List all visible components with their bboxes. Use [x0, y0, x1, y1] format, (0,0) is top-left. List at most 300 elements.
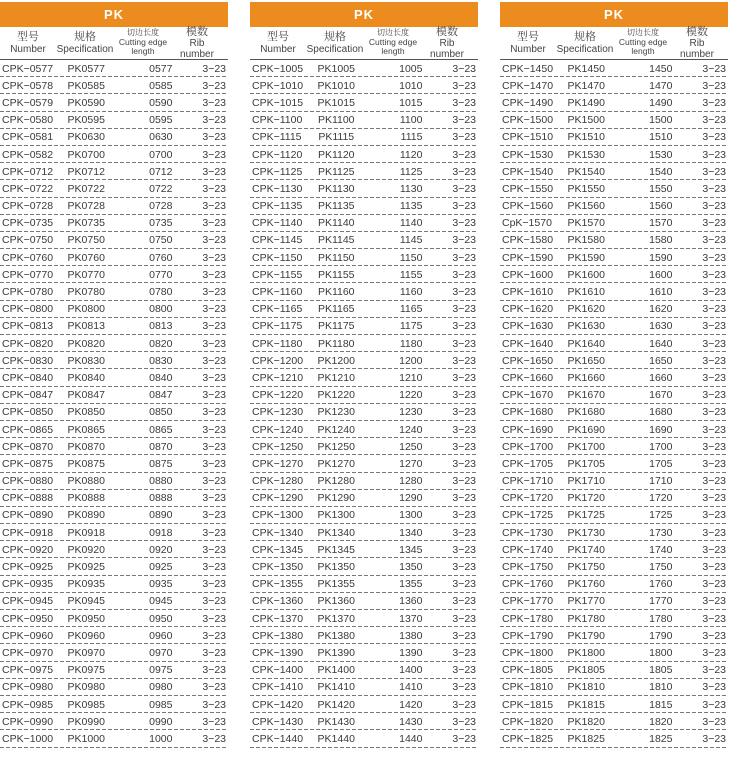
cell-spec: PK0700	[67, 148, 105, 161]
table-row	[250, 696, 478, 713]
cell-edge-length: 1750	[649, 561, 673, 574]
cell-spec: PK1650	[567, 354, 605, 367]
cell-edge-length: 1815	[649, 698, 673, 711]
table-row	[0, 335, 228, 352]
cell-spec: PK1250	[317, 440, 355, 453]
cell-edge-length: 1270	[399, 457, 423, 470]
cell-spec: PK1400	[317, 664, 355, 677]
table-row	[0, 198, 228, 215]
cell-number: CPK−1680	[502, 406, 554, 419]
cell-rib-number: 3−23	[702, 165, 727, 178]
cell-spec: PK1230	[317, 406, 355, 419]
cell-spec: PK0935	[67, 578, 105, 591]
table-row	[0, 558, 228, 575]
cell-rib-number: 3−23	[202, 165, 227, 178]
header-number	[250, 31, 306, 54]
cell-number: CPK−1670	[502, 389, 554, 402]
cell-edge-length: 0630	[149, 131, 173, 144]
cell-edge-length: 1220	[399, 389, 423, 402]
header-spec-en: Specification	[556, 43, 614, 55]
header-number-zh: 型号	[267, 30, 289, 44]
cell-spec: PK1770	[567, 595, 605, 608]
cell-edge-length: 1420	[399, 698, 423, 711]
cell-number: CPK−0888	[2, 492, 54, 505]
cell-spec: PK1510	[567, 131, 605, 144]
cell-edge-length: 1590	[649, 251, 673, 264]
header-rib	[172, 26, 222, 60]
table-row	[0, 713, 228, 730]
cell-number: CPK−0760	[2, 251, 54, 264]
table-row	[500, 404, 728, 421]
cell-spec: PK1450	[567, 62, 605, 75]
table-row	[500, 507, 728, 524]
cell-rib-number: 3−23	[202, 131, 227, 144]
table-row	[0, 249, 228, 266]
cell-spec: PK1370	[317, 612, 355, 625]
cell-spec: PK1740	[567, 543, 605, 556]
table-row	[250, 146, 478, 163]
cell-spec: PK1805	[567, 664, 605, 677]
cell-number: CPK−1550	[502, 182, 554, 195]
cell-number: CPK−1150	[252, 251, 303, 264]
cell-spec: PK0890	[67, 509, 105, 522]
table-row	[0, 662, 228, 679]
cell-spec: PK1500	[567, 114, 605, 127]
cell-spec: PK0735	[67, 217, 105, 230]
cell-number: CPK−1160	[252, 286, 303, 299]
cell-edge-length: 1355	[399, 578, 423, 591]
table-row	[500, 283, 728, 300]
table-row	[500, 662, 728, 679]
cell-edge-length: 0960	[149, 629, 173, 642]
cell-number: CPK−0820	[2, 337, 54, 350]
header-edge-zh: 切边长度	[627, 28, 659, 38]
table-row	[250, 129, 478, 146]
header-rib-en: Rib number	[680, 38, 714, 61]
cell-number: CPK−1100	[252, 114, 303, 127]
cell-spec: PK1670	[567, 389, 605, 402]
cell-number: CPK−0780	[2, 286, 54, 299]
cell-number: CPK−0582	[2, 148, 54, 161]
cell-rib-number: 3−23	[202, 578, 227, 591]
table-row	[0, 318, 228, 335]
table-row	[250, 198, 478, 215]
header-edge-en2: length	[131, 46, 155, 57]
cell-edge-length: 0875	[149, 457, 173, 470]
cell-rib-number: 3−23	[452, 509, 477, 522]
cell-number: CPK−1800	[502, 646, 554, 659]
cell-spec: PK1355	[317, 578, 355, 591]
cell-spec: PK0760	[67, 251, 105, 264]
table-row	[250, 387, 478, 404]
cell-rib-number: 3−23	[452, 698, 477, 711]
cell-number: CPK−0581	[2, 131, 54, 144]
cell-number: CPK−1690	[502, 423, 554, 436]
table-row	[500, 438, 728, 455]
table-row	[250, 576, 478, 593]
cell-spec: PK0980	[67, 681, 105, 694]
cell-rib-number: 3−23	[202, 96, 227, 109]
cell-rib-number: 3−23	[202, 371, 227, 384]
cell-rib-number: 3−23	[702, 371, 727, 384]
cell-spec: PK1790	[567, 629, 605, 642]
cell-spec: PK1720	[567, 492, 605, 505]
header-number	[0, 31, 56, 54]
table-row	[250, 455, 478, 472]
cell-rib-number: 3−23	[702, 664, 727, 677]
cell-number: CPK−1780	[502, 612, 554, 625]
cell-edge-length: 1165	[399, 303, 423, 316]
cell-spec: PK0925	[67, 561, 105, 574]
table-row	[500, 541, 728, 558]
cell-spec: PK0712	[67, 165, 105, 178]
cell-edge-length: 0830	[149, 354, 173, 367]
cell-spec: PK1725	[567, 509, 605, 522]
cell-number: CPK−1180	[252, 337, 303, 350]
table-row	[500, 301, 728, 318]
cell-edge-length: 1490	[649, 96, 673, 109]
header-number-en: Number	[260, 43, 296, 55]
cell-spec: PK1270	[317, 457, 355, 470]
table-row	[500, 610, 728, 627]
table-row	[0, 266, 228, 283]
cell-rib-number: 3−23	[202, 543, 227, 556]
header-edge-zh: 切边长度	[127, 28, 159, 38]
table-row	[250, 60, 478, 77]
cell-rib-number: 3−23	[702, 561, 727, 574]
table-row	[250, 679, 478, 696]
cell-rib-number: 3−23	[452, 251, 477, 264]
cell-number: CPK−0985	[2, 698, 54, 711]
cell-number: CPK−1815	[502, 698, 554, 711]
cell-number: CPK−1175	[252, 320, 303, 333]
cell-rib-number: 3−23	[202, 320, 227, 333]
table-row	[500, 713, 728, 730]
table-row	[500, 369, 728, 386]
header-spec-zh: 规格	[74, 30, 96, 44]
cell-edge-length: 1360	[399, 595, 423, 608]
cell-edge-length: 1135	[399, 200, 423, 213]
cell-number: CPK−0875	[2, 457, 54, 470]
cell-spec: PK1410	[317, 681, 355, 694]
cell-number: CPK−1355	[252, 578, 304, 591]
table-block	[0, 2, 228, 748]
cell-edge-length: 1760	[649, 578, 673, 591]
cell-edge-length: 1700	[649, 440, 673, 453]
table-row	[250, 94, 478, 111]
cell-edge-length: 0850	[149, 406, 173, 419]
cell-number: CPK−0577	[2, 62, 54, 75]
cell-rib-number: 3−23	[452, 200, 477, 213]
cell-rib-number: 3−23	[702, 595, 727, 608]
cell-spec: PK1430	[317, 715, 355, 728]
cell-spec: PK1280	[317, 475, 355, 488]
cell-rib-number: 3−23	[702, 509, 727, 522]
cell-edge-length: 1140	[399, 217, 423, 230]
table-banner: PK	[250, 2, 478, 27]
cell-spec: PK1420	[317, 698, 355, 711]
cell-spec: PK1590	[567, 251, 605, 264]
cell-spec: PK0577	[67, 62, 105, 75]
cell-rib-number: 3−23	[702, 303, 727, 316]
cell-rib-number: 3−23	[702, 320, 727, 333]
cell-rib-number: 3−23	[202, 337, 227, 350]
cell-rib-number: 3−23	[202, 595, 227, 608]
table-row	[500, 215, 728, 232]
cell-edge-length: 1345	[399, 543, 423, 556]
header-rib	[422, 26, 472, 60]
cell-spec: PK0975	[67, 664, 105, 677]
cell-rib-number: 3−23	[702, 629, 727, 642]
cell-number: CPK−0990	[2, 715, 54, 728]
table-row	[250, 627, 478, 644]
table-row	[250, 249, 478, 266]
cell-rib-number: 3−23	[702, 131, 727, 144]
table-row	[500, 249, 728, 266]
table-row	[500, 163, 728, 180]
header-spec-en: Specification	[306, 43, 364, 55]
cell-edge-length: 1600	[649, 268, 673, 281]
cell-edge-length: 1300	[399, 509, 423, 522]
cell-edge-length: 1540	[649, 165, 673, 178]
cell-edge-length: 1705	[649, 457, 673, 470]
cell-number: CPK−1140	[252, 217, 303, 230]
cell-edge-length: 0918	[149, 526, 173, 539]
cell-rib-number: 3−23	[202, 200, 227, 213]
cell-spec: PK1680	[567, 406, 605, 419]
cell-number: CPK−1770	[502, 595, 554, 608]
cell-number: CPK−0920	[2, 543, 54, 556]
cell-number: CPK−1700	[502, 440, 554, 453]
cell-spec: PK1530	[567, 148, 605, 161]
cell-rib-number: 3−23	[702, 526, 727, 539]
table-row	[500, 146, 728, 163]
table-row	[500, 473, 728, 490]
table-row	[0, 352, 228, 369]
cell-edge-length: 1145	[399, 234, 423, 247]
cell-spec: PK1200	[317, 354, 355, 367]
cell-rib-number: 3−23	[702, 96, 727, 109]
cell-number: CPK−0980	[2, 681, 54, 694]
header-number-en: Number	[10, 43, 46, 55]
cell-rib-number: 3−23	[452, 406, 477, 419]
cell-rib-number: 3−23	[452, 629, 477, 642]
cell-spec: PK0595	[67, 114, 105, 127]
cell-number: CPK−0712	[2, 165, 54, 178]
cell-number: CPK−1220	[252, 389, 304, 402]
cell-edge-length: 0595	[149, 114, 173, 127]
cell-rib-number: 3−23	[702, 389, 727, 402]
cell-rib-number: 3−23	[202, 182, 227, 195]
table-row	[500, 593, 728, 610]
header-rib-en: Rib number	[430, 38, 464, 61]
cell-rib-number: 3−23	[452, 389, 477, 402]
cell-edge-length: 0920	[149, 543, 173, 556]
cell-rib-number: 3−23	[702, 612, 727, 625]
table-header	[250, 24, 478, 61]
cell-rib-number: 3−23	[702, 681, 727, 694]
table-row	[250, 610, 478, 627]
cell-number: CPK−0890	[2, 509, 54, 522]
cell-spec: PK1220	[317, 389, 355, 402]
cell-rib-number: 3−23	[452, 578, 477, 591]
cell-edge-length: 0750	[149, 234, 173, 247]
cell-edge-length: 0975	[149, 664, 173, 677]
cell-spec: PK0770	[67, 268, 105, 281]
cell-number: CPK−0580	[2, 114, 54, 127]
cell-number: CPK−1790	[502, 629, 554, 642]
cell-spec: PK1165	[317, 303, 355, 316]
cell-edge-length: 0980	[149, 681, 173, 694]
table-row	[250, 662, 478, 679]
cell-rib-number: 3−23	[202, 114, 227, 127]
cell-number: CPK−0970	[2, 646, 54, 659]
table-row	[500, 627, 728, 644]
cell-number: CPK−1610	[502, 286, 554, 299]
cell-rib-number: 3−23	[202, 526, 227, 539]
header-spec	[56, 31, 114, 54]
cell-spec: PK1150	[317, 251, 355, 264]
table-row	[500, 730, 728, 747]
table-row	[0, 94, 228, 111]
cell-number: CPK−1410	[252, 681, 304, 694]
cell-rib-number: 3−23	[702, 646, 727, 659]
cell-edge-length: 0890	[149, 509, 173, 522]
cell-number: CPK−0935	[2, 578, 54, 591]
table-row	[250, 541, 478, 558]
table-row	[250, 163, 478, 180]
table-row	[250, 112, 478, 129]
cell-edge-length: 0840	[149, 371, 173, 384]
cell-edge-length: 0590	[149, 96, 173, 109]
cell-spec: PK1440	[317, 732, 355, 745]
header-spec	[556, 31, 614, 54]
table-row	[500, 696, 728, 713]
cell-edge-length: 0728	[149, 200, 173, 213]
cell-rib-number: 3−23	[202, 217, 227, 230]
cell-spec: PK1130	[317, 182, 355, 195]
cell-number: CPK−1115	[252, 131, 302, 144]
cell-edge-length: 1530	[649, 148, 673, 161]
cell-spec: PK1240	[317, 423, 355, 436]
table-row	[250, 421, 478, 438]
cell-number: CPK−1660	[502, 371, 554, 384]
cell-edge-length: 1710	[649, 475, 673, 488]
cell-number: CPK−1500	[502, 114, 554, 127]
cell-edge-length: 1130	[399, 182, 423, 195]
cell-spec: PK1700	[567, 440, 605, 453]
cell-spec: PK0800	[67, 303, 105, 316]
header-rib-zh: 模数	[686, 24, 708, 38]
cell-edge-length: 1180	[399, 337, 423, 350]
cell-number: CPK−0728	[2, 200, 54, 213]
table-row	[0, 180, 228, 197]
cell-edge-length: 0585	[149, 79, 173, 92]
cell-number: CPK−0830	[2, 354, 54, 367]
table-row	[250, 644, 478, 661]
cell-rib-number: 3−23	[202, 423, 227, 436]
cell-rib-number: 3−23	[452, 492, 477, 505]
cell-spec: PK1140	[317, 217, 355, 230]
cell-number: CPK−1725	[502, 509, 554, 522]
cell-number: CPK−1165	[252, 303, 303, 316]
table-row	[500, 421, 728, 438]
cell-number: CPK−1490	[502, 96, 554, 109]
cell-rib-number: 3−23	[202, 457, 227, 470]
cell-number: CPK−1015	[252, 96, 304, 109]
cell-number: CPK−0975	[2, 664, 54, 677]
cell-spec: PK0990	[67, 715, 105, 728]
cell-number: CPK−0750	[2, 234, 54, 247]
cell-number: CPK−0960	[2, 629, 54, 642]
header-number-zh: 型号	[17, 30, 39, 44]
cell-edge-length: 0945	[149, 595, 173, 608]
cell-rib-number: 3−23	[452, 561, 477, 574]
cell-rib-number: 3−23	[702, 492, 727, 505]
cell-number: CPK−1230	[252, 406, 304, 419]
cell-edge-length: 1640	[649, 337, 673, 350]
cell-edge-length: 0780	[149, 286, 173, 299]
cell-spec: PK0920	[67, 543, 105, 556]
table-row	[0, 524, 228, 541]
cell-rib-number: 3−23	[452, 268, 477, 281]
table-block	[250, 2, 478, 748]
cell-rib-number: 3−23	[452, 371, 477, 384]
header-spec-zh: 规格	[574, 30, 596, 44]
cell-spec: PK0970	[67, 646, 105, 659]
cell-spec: PK1580	[567, 234, 605, 247]
cell-edge-length: 0700	[149, 148, 173, 161]
cell-number: CPK−1345	[252, 543, 304, 556]
table-row	[250, 490, 478, 507]
cell-spec: PK1570	[567, 217, 605, 230]
cell-rib-number: 3−23	[702, 440, 727, 453]
cell-number: CPK−1825	[502, 732, 554, 745]
cell-edge-length: 1825	[649, 732, 673, 745]
cell-edge-length: 1690	[649, 423, 673, 436]
table-row	[250, 524, 478, 541]
table-row	[500, 455, 728, 472]
cell-edge-length: 0865	[149, 423, 173, 436]
cell-spec: PK1470	[567, 79, 605, 92]
cell-rib-number: 3−23	[452, 543, 477, 556]
cell-rib-number: 3−23	[702, 406, 727, 419]
cell-number: CPK−1510	[502, 131, 554, 144]
header-number-zh: 型号	[517, 30, 539, 44]
table-row	[500, 60, 728, 77]
cell-edge-length: 1210	[399, 371, 423, 384]
table-row	[500, 524, 728, 541]
table-row	[0, 473, 228, 490]
cell-rib-number: 3−23	[452, 595, 477, 608]
cell-spec: PK0870	[67, 440, 105, 453]
cell-edge-length: 1440	[399, 732, 423, 745]
cell-rib-number: 3−23	[202, 664, 227, 677]
cell-number: CPK−0925	[2, 561, 54, 574]
header-edge	[364, 29, 422, 56]
cell-rib-number: 3−23	[452, 320, 477, 333]
cell-spec: PK1015	[317, 96, 355, 109]
cell-edge-length: 1800	[649, 646, 673, 659]
cell-number: CPK−1340	[252, 526, 304, 539]
cell-rib-number: 3−23	[702, 251, 727, 264]
table-row	[0, 129, 228, 146]
table-row	[0, 679, 228, 696]
cell-number: CPK−1300	[252, 509, 304, 522]
cell-number: CPK−0722	[2, 182, 54, 195]
cell-spec: PK1750	[567, 561, 605, 574]
cell-spec: PK0945	[67, 595, 105, 608]
